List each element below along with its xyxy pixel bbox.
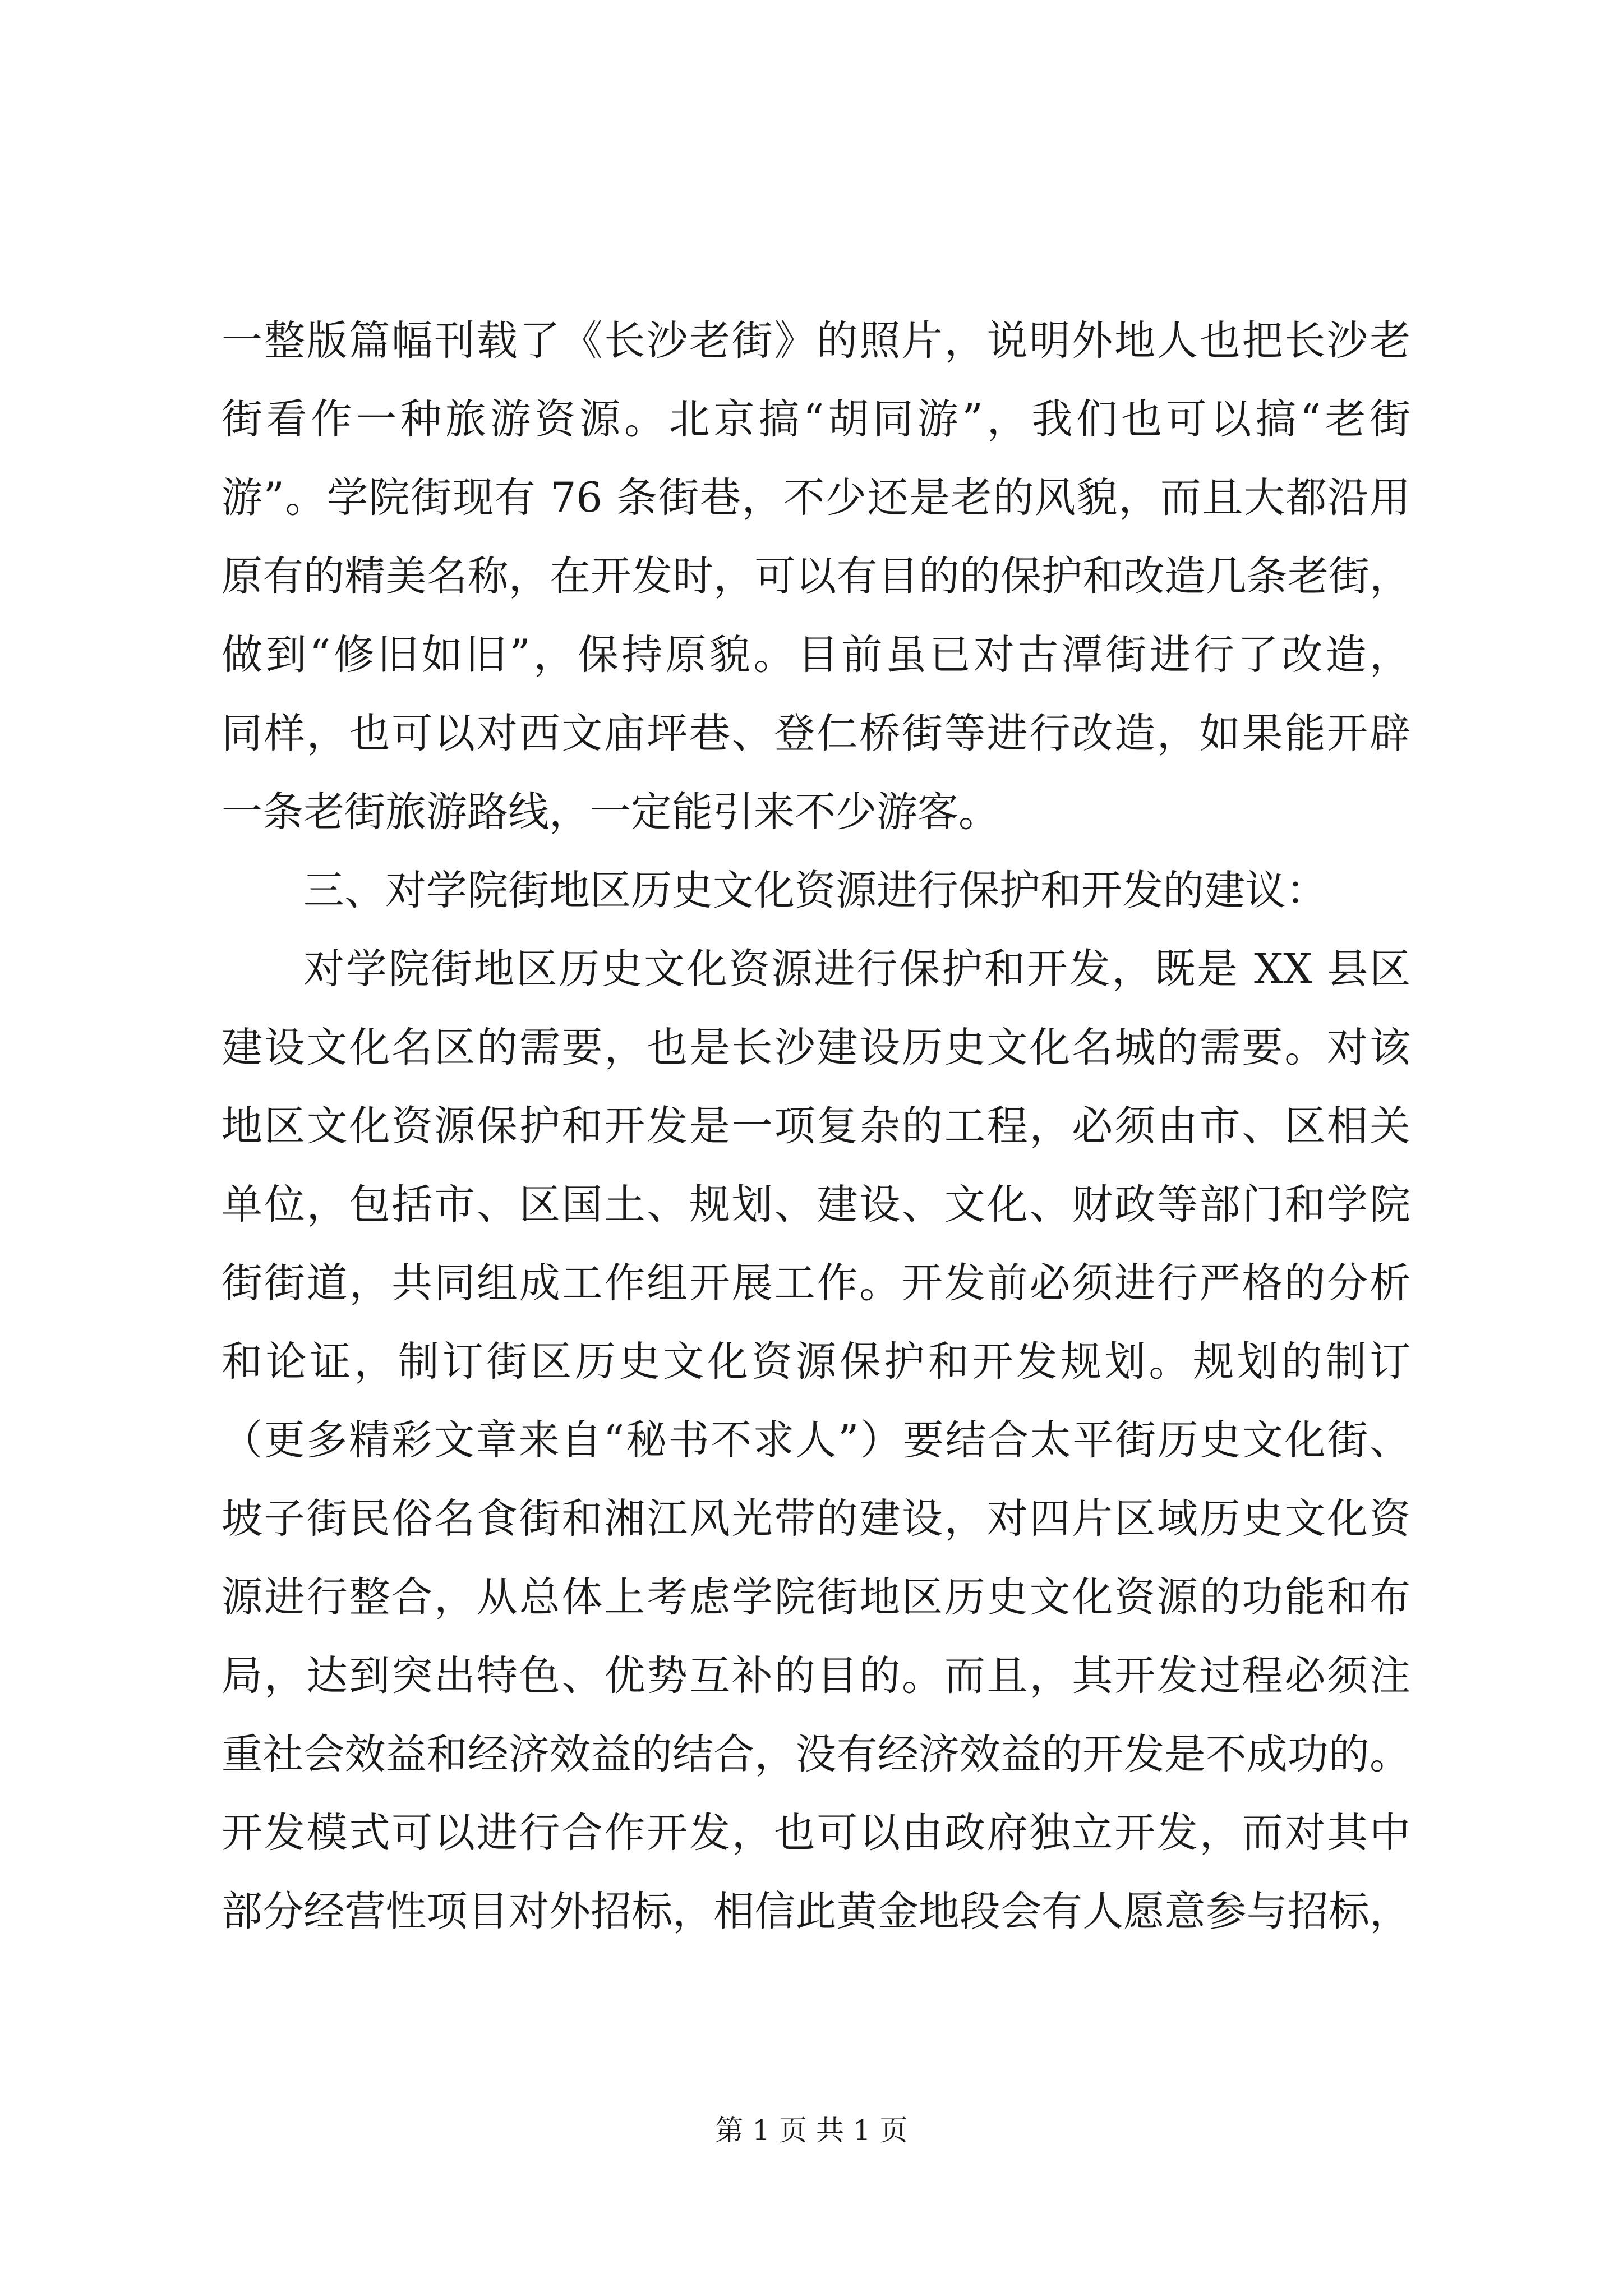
text-line-content: 源进行整合，从总体上考虑学院街地区历史文化资源的功能和布 <box>222 1573 1410 1621</box>
text-line <box>222 1244 1410 1323</box>
text-line <box>222 1087 1410 1166</box>
text-line-content: 一整版篇幅刊载了《长沙老街》的照片，说明外地人也把长沙老 <box>222 317 1410 365</box>
text-line-content: 建设文化名区的需要，也是长沙建设历史文化名城的需要。对该 <box>222 1024 1410 1071</box>
text-line-content: 重社会效益和经济效益的结合，没有经济效益的开发是不成功的。 <box>222 1731 1410 1778</box>
text-line <box>222 1401 1410 1480</box>
text-line <box>222 537 1410 616</box>
text-line <box>222 1872 1410 1951</box>
text-line <box>222 773 1410 852</box>
document-body <box>222 302 1410 1951</box>
text-line <box>222 616 1410 694</box>
text-line-content: 做到“修旧如旧”，保持原貌。目前虽已对古潭街进行了改造， <box>222 631 1410 679</box>
text-line <box>222 459 1410 537</box>
text-line-content: 和论证，制订街区历史文化资源保护和开发规划。规划的制订 <box>222 1338 1410 1386</box>
text-line-content: 坡子街民俗名食街和湘江风光带的建设，对四片区域历史文化资 <box>222 1495 1410 1543</box>
text-line <box>222 1794 1410 1872</box>
text-line <box>222 1166 1410 1244</box>
text-line-content: 开发模式可以进行合作开发，也可以由政府独立开发，而对其中 <box>222 1809 1410 1857</box>
text-line-content: 街看作一种旅游资源。北京搞“胡同游”，我们也可以搞“老街 <box>222 395 1410 443</box>
text-line-content: 游”。学院街现有 76 条街巷，不少还是老的风貌，而且大都沿用 <box>222 474 1410 522</box>
text-line-content: 三、对学院街地区历史文化资源进行保护和开发的建议： <box>303 867 1327 914</box>
text-line <box>222 694 1410 773</box>
text-line <box>222 1715 1410 1794</box>
text-line-content: 对学院街地区历史文化资源进行保护和开发，既是 XX 县区 <box>303 945 1410 993</box>
text-line-content: 街街道，共同组成工作组开展工作。开发前必须进行严格的分析 <box>222 1259 1410 1307</box>
text-line-content: 局，达到突出特色、优势互补的目的。而且，其开发过程必须注 <box>222 1652 1410 1700</box>
text-line <box>222 1009 1410 1087</box>
text-line-content: （更多精彩文章来自“秘书不求人”）要结合太平街历史文化街、 <box>222 1416 1410 1464</box>
text-line <box>222 380 1410 459</box>
text-line-content: 原有的精美名称，在开发时，可以有目的的保护和改造几条老街， <box>222 553 1410 600</box>
text-line <box>222 302 1410 380</box>
text-line <box>222 1558 1410 1637</box>
text-line <box>222 1323 1410 1401</box>
text-line <box>222 1637 1410 1715</box>
text-line-content: 单位，包括市、区国土、规划、建设、文化、财政等部门和学院 <box>222 1181 1410 1228</box>
text-line <box>222 930 1410 1009</box>
text-line <box>222 852 1410 930</box>
text-line-content: 地区文化资源保护和开发是一项复杂的工程，必须由市、区相关 <box>222 1102 1410 1150</box>
text-line-content: 同样，也可以对西文庙坪巷、登仁桥街等进行改造，如果能开辟 <box>222 710 1410 757</box>
page-footer: 第 1 页 共 1 页 <box>715 2114 908 2147</box>
text-line <box>222 1480 1410 1558</box>
text-line-content: 部分经营性项目对外招标，相信此黄金地段会有人愿意参与招标， <box>222 1888 1410 1935</box>
text-line-content: 一条老街旅游路线，一定能引来不少游客。 <box>222 788 999 836</box>
